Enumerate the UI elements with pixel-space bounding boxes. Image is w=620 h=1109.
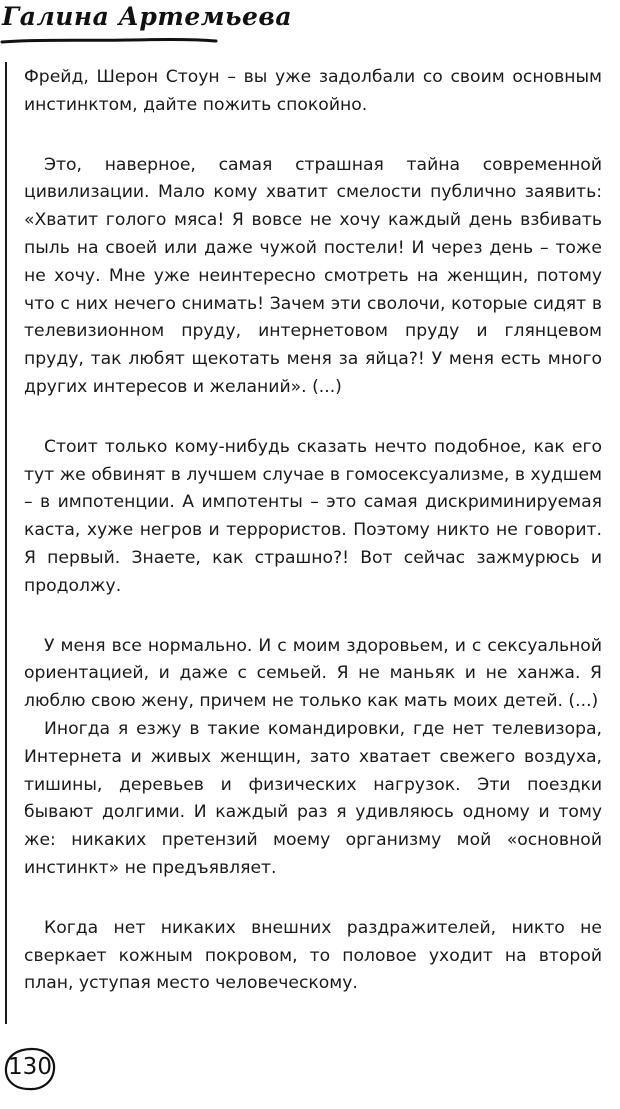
paragraph: Стоит только кому-нибудь сказать нечто подобное, как его тут же обвинят в лучшем случае в гомосексуализме, в худшем – в импотенции. А импотенты – это самая дискриминируемая каста, хуже негров и террористов. Поэтому никто не говорит. Я первый. Знаете, как страшно?! Вот сейчас зажмурюсь и продолжу. xyxy=(24,436,602,596)
header-underline xyxy=(0,36,220,46)
paragraph: Фрейд, Шерон Стоун – вы уже задолбали со своим основным инстинктом, дайте пожить спокойно. xyxy=(24,67,602,115)
body-text xyxy=(24,64,602,998)
paragraph: Это, наверное, самая страшная тайна современной цивилизации. Мало кому хватит смелости публично заявить: «Хватит голого мяса! Я вовсе не хочу каждый день взбивать пыль на своей или даже чужой постели! И через день – тоже не хочу. Мне уже неинтересно смотреть на женщин, потому что с них нечего снимать! Зачем эти сволочи, которые сидят в телевизионном пруду, интернетовом пруду и глянцевом пруду, так любят щекотать меня за яйца?! У меня есть много других интересов и желаний». (...) xyxy=(24,154,602,397)
running-title: Галина Артемьева xyxy=(2,2,293,31)
paragraph: У меня все нормально. И с моим здоровьем, и с сексуальной ориентацией, и даже с семьей. Я не маньяк и не ханжа. Я люблю свою жену, причем не только как мать моих детей. (...) xyxy=(24,635,602,712)
left-margin-rule xyxy=(5,62,7,1024)
page-number-value: 130 xyxy=(8,1054,52,1080)
paragraph: Когда нет никаких внешних раздражителей, никто не сверкает кожным покровом, то половое уходит на второй план, уступая место человеческому. xyxy=(24,917,602,994)
page-number xyxy=(2,1045,58,1093)
running-header xyxy=(0,0,293,50)
paragraph: Иногда я езжу в такие командировки, где нет телевизора, Интернета и живых женщин, зато хватает свежего воздуха, тишины, деревьев и физических нагрузок. Эти поездки бывают долгими. И каждый раз я удивляюсь одному и тому же: никаких претензий моему организму мой «основной инстинкт» не предъявляет. xyxy=(24,718,602,878)
